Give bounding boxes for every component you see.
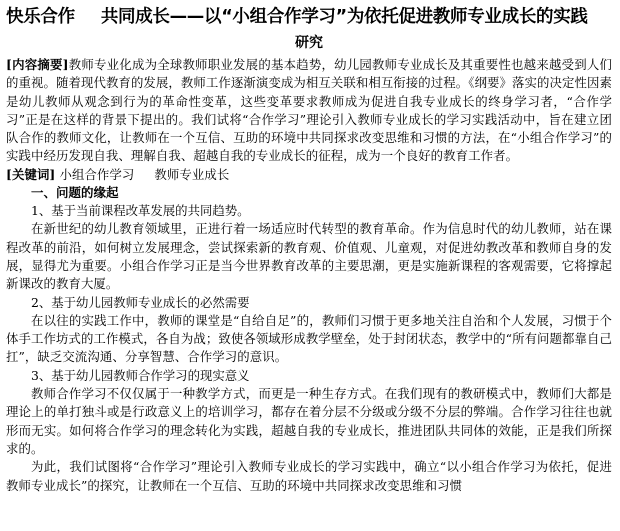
subsection-text-2: 在以往的实践工作中，教师的课堂是“自给自足”的，教师们习惯于更多地关注自治和个人发展，习惯于个体手工作坊式的工作模式，各自为战；致使各领域形成教学壁垒，处于封闭状态，教学中的“所有问题都靠自己扛”，缺乏交流沟通、分享智慧、合作学习的意识。 [6,312,612,365]
abstract-label: [内容摘要] [6,57,69,72]
subsection-heading-1: 1、基于当前课程改革发展的共同趋势。 [31,203,250,219]
subsection-text-1: 在新世纪的幼儿教育领域里，正进行着一场适应时代转型的教育革命。作为信息时代的幼儿教师，站在课程改革的前沿，如何树立发展理念，尝试探索新的教育观、价值观、儿童观，对促进幼教改革和教师自身的发展，显得尤为重要。小组合作学习正是当今世界教育改革的主要思潮，更是实施新课程的客观需要，它将撑起新课改的教育大厦。 [6,221,612,292]
title-part-2: 共同成长——以“小组合作学习”为依托促进教师专业成长的实践 [100,7,588,27]
title-part-1: 快乐合作 [6,7,75,27]
abstract-paragraph [6,56,612,166]
subsection-text-3: 教师合作学习不仅仅属于一种教学方式，而更是一种生存方式。在我们现有的教研模式中，教师们大都是理论上的单打独斗或是行政意义上的培训学习，都存在着分层不分级或分级不分层的弊端。合作学习往往也就形而无实。如何将合作学习的理念转化为实践，超越自我的专业成长，推进团队共同体的效能，正是我们所探求的。 [6,386,612,456]
document-title-continuation: 研究 [295,35,323,51]
section-heading: 一、问题的缘起 [31,185,119,201]
keywords-label: [关键词] [6,166,56,182]
keyword-2: 教师专业成长 [154,166,230,182]
subsection-heading-3: 3、基于幼儿园教师合作学习的现实意义 [31,367,250,383]
closing-paragraph: 为此，我们试图将“合作学习”理论引入教师专业成长的学习实践中，确立“以小组合作学习为依托，促进教师专业成长”的探究，让教师在一个互信、互助的环境中共同探求改变思维和习惯 [6,459,612,493]
document-title [6,6,612,28]
keywords-line [6,166,612,184]
subsection-heading-2: 2、基于幼儿园教师专业成长的必然需要 [31,294,250,310]
keyword-1: 小组合作学习 [59,166,135,182]
abstract-text: 教师专业化成为全球教师职业发展的基本趋势，幼儿园教师专业成长及其重要性也越来越受到人们的重视。随着现代教育的发展，教师工作逐渐演变成为相互关联和相互衔接的过程。《纲要》落实的决定性因素是幼儿教师从观念到行为的革命性变革，这些变革要求教师成为促进自我专业成长的终身学习者，“合作学习”正是在这样的背景下提出的。我们试将“合作学习”理论引入教师专业成长的学习实践活动中，旨在建立团队合作的教师文化，让教师在一个互信、互助的环境中共同探求改变思维和习惯的方法，在“小组合作学习”的实践中经历发现自我、理解自我、超越自我的专业成长的征程，成为一个良好的教育工作者。 [6,57,612,164]
